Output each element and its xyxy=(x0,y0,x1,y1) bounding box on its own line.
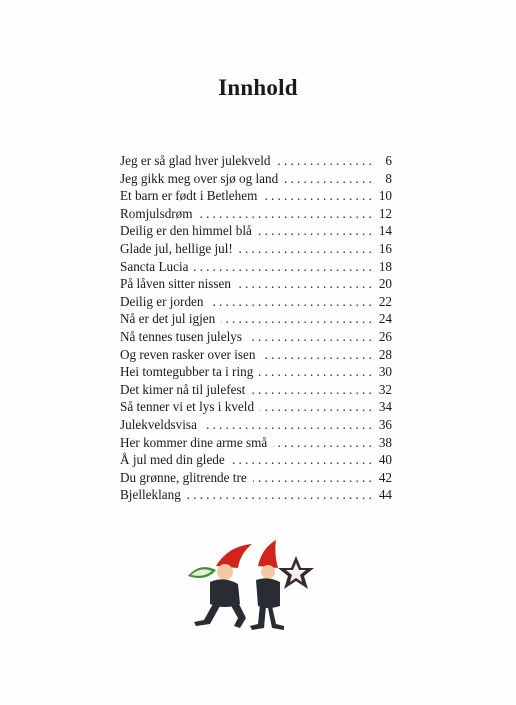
toc-entry-page: 22 xyxy=(378,293,392,309)
toc-entry[interactable] xyxy=(120,258,392,276)
toc-entry-page: 40 xyxy=(378,452,392,468)
toc-entry[interactable] xyxy=(120,363,392,381)
toc-entry-page: 32 xyxy=(378,381,392,397)
toc-entry-page: 16 xyxy=(378,240,392,256)
toc-entry-title: Nå tennes tusen julelys xyxy=(120,328,242,344)
toc-entry[interactable] xyxy=(120,486,392,504)
toc-entry[interactable] xyxy=(120,240,392,258)
dot-leader xyxy=(258,222,375,240)
dot-leader xyxy=(239,240,375,258)
toc-entry-page: 34 xyxy=(378,399,392,415)
toc-entry[interactable] xyxy=(120,170,392,188)
toc-entry-title: Bjelleklang xyxy=(120,487,181,503)
left-elf-hat xyxy=(216,544,252,568)
toc-entry-title: Du grønne, glitrende tre xyxy=(120,469,247,485)
toc-entry[interactable] xyxy=(120,451,392,469)
dot-leader xyxy=(237,275,375,293)
dot-leader xyxy=(251,381,375,399)
toc-entry-page: 8 xyxy=(385,170,392,186)
toc-entry[interactable] xyxy=(120,205,392,223)
dot-leader xyxy=(221,310,375,328)
toc-entry-title: Det kimer nå til julefest xyxy=(120,381,246,397)
dot-leader xyxy=(284,170,375,188)
toc-entry-title: Her kommer dine arme små xyxy=(120,434,268,450)
left-elf-face xyxy=(217,564,233,580)
toc-entry-page: 44 xyxy=(378,487,392,503)
dot-leader xyxy=(248,328,375,346)
toc-entry-title: Deilig er jorden xyxy=(120,293,204,309)
dot-leader xyxy=(263,187,375,205)
toc-entry-title: Jeg gikk meg over sjø og land xyxy=(120,170,279,186)
toc-entry-page: 18 xyxy=(378,258,392,274)
toc-entry[interactable] xyxy=(120,222,392,240)
toc-entry-title: Glade jul, hellige jul! xyxy=(120,240,233,256)
toc-entry-title: Så tenner vi et lys i kveld xyxy=(120,399,255,415)
dot-leader xyxy=(253,469,375,487)
toc-entry-title: Hei tomtegubber ta i ring xyxy=(120,364,254,380)
dot-leader xyxy=(203,416,375,434)
dot-leader xyxy=(261,346,375,364)
toc-entry-page: 42 xyxy=(378,469,392,485)
dot-leader xyxy=(199,205,375,223)
toc-entry-page: 36 xyxy=(378,416,392,432)
toc-entry[interactable] xyxy=(120,310,392,328)
toc-entry[interactable] xyxy=(120,398,392,416)
toc-entry[interactable] xyxy=(120,416,392,434)
toc-entry-title: Romjulsdrøm xyxy=(120,205,193,221)
toc-entry-page: 12 xyxy=(378,205,392,221)
dot-leader xyxy=(260,398,375,416)
toc-entry[interactable] xyxy=(120,469,392,487)
toc-entry-title: Å jul med din glede xyxy=(120,452,225,468)
dot-leader xyxy=(210,293,376,311)
table-of-contents xyxy=(120,152,392,504)
toc-entry-title: Sancta Lucia xyxy=(120,258,189,274)
toc-entry-page: 24 xyxy=(378,311,392,327)
dot-leader xyxy=(277,152,375,170)
right-elf-leg xyxy=(250,604,266,630)
toc-entry[interactable] xyxy=(120,187,392,205)
toc-entry-page: 10 xyxy=(378,188,392,204)
toc-entry[interactable] xyxy=(120,434,392,452)
right-elf-face xyxy=(261,565,275,579)
toc-entry[interactable] xyxy=(120,152,392,170)
dot-leader xyxy=(259,363,375,381)
left-elf-leg xyxy=(194,602,220,626)
two-christmas-elves-icon xyxy=(180,538,320,633)
toc-entry-title: Deilig er den himmel blå xyxy=(120,223,252,239)
toc-entry-title: Et barn er født i Betlehem xyxy=(120,188,258,204)
toc-entry-title: Julekveldsvisa xyxy=(120,416,197,432)
toc-entry-page: 28 xyxy=(378,346,392,362)
toc-entry[interactable] xyxy=(120,293,392,311)
dot-leader xyxy=(187,486,375,504)
toc-entry[interactable] xyxy=(120,381,392,399)
toc-entry-title: Nå er det jul igjen xyxy=(120,311,216,327)
toc-entry-page: 30 xyxy=(378,364,392,380)
right-elf-leg xyxy=(268,606,284,630)
toc-entry-page: 20 xyxy=(378,276,392,292)
toc-entry-page: 14 xyxy=(378,223,392,239)
toc-entry[interactable] xyxy=(120,275,392,293)
dot-leader xyxy=(231,451,375,469)
toc-entry[interactable] xyxy=(120,346,392,364)
toc-entry-title: På låven sitter nissen xyxy=(120,276,231,292)
toc-entry[interactable] xyxy=(120,328,392,346)
toc-entry-page: 38 xyxy=(378,434,392,450)
toc-entry-title: Og reven rasker over isen xyxy=(120,346,256,362)
toc-entry-page: 6 xyxy=(385,153,392,168)
page-title: Innhold xyxy=(218,75,298,100)
right-elf-body xyxy=(256,578,280,608)
dot-leader xyxy=(273,434,375,452)
toc-entry-page: 26 xyxy=(378,328,392,344)
toc-entry-title: Jeg er så glad hver julekveld xyxy=(120,153,271,168)
right-elf-hat xyxy=(258,540,278,568)
dot-leader xyxy=(194,258,375,276)
left-elf-leg xyxy=(230,602,246,628)
